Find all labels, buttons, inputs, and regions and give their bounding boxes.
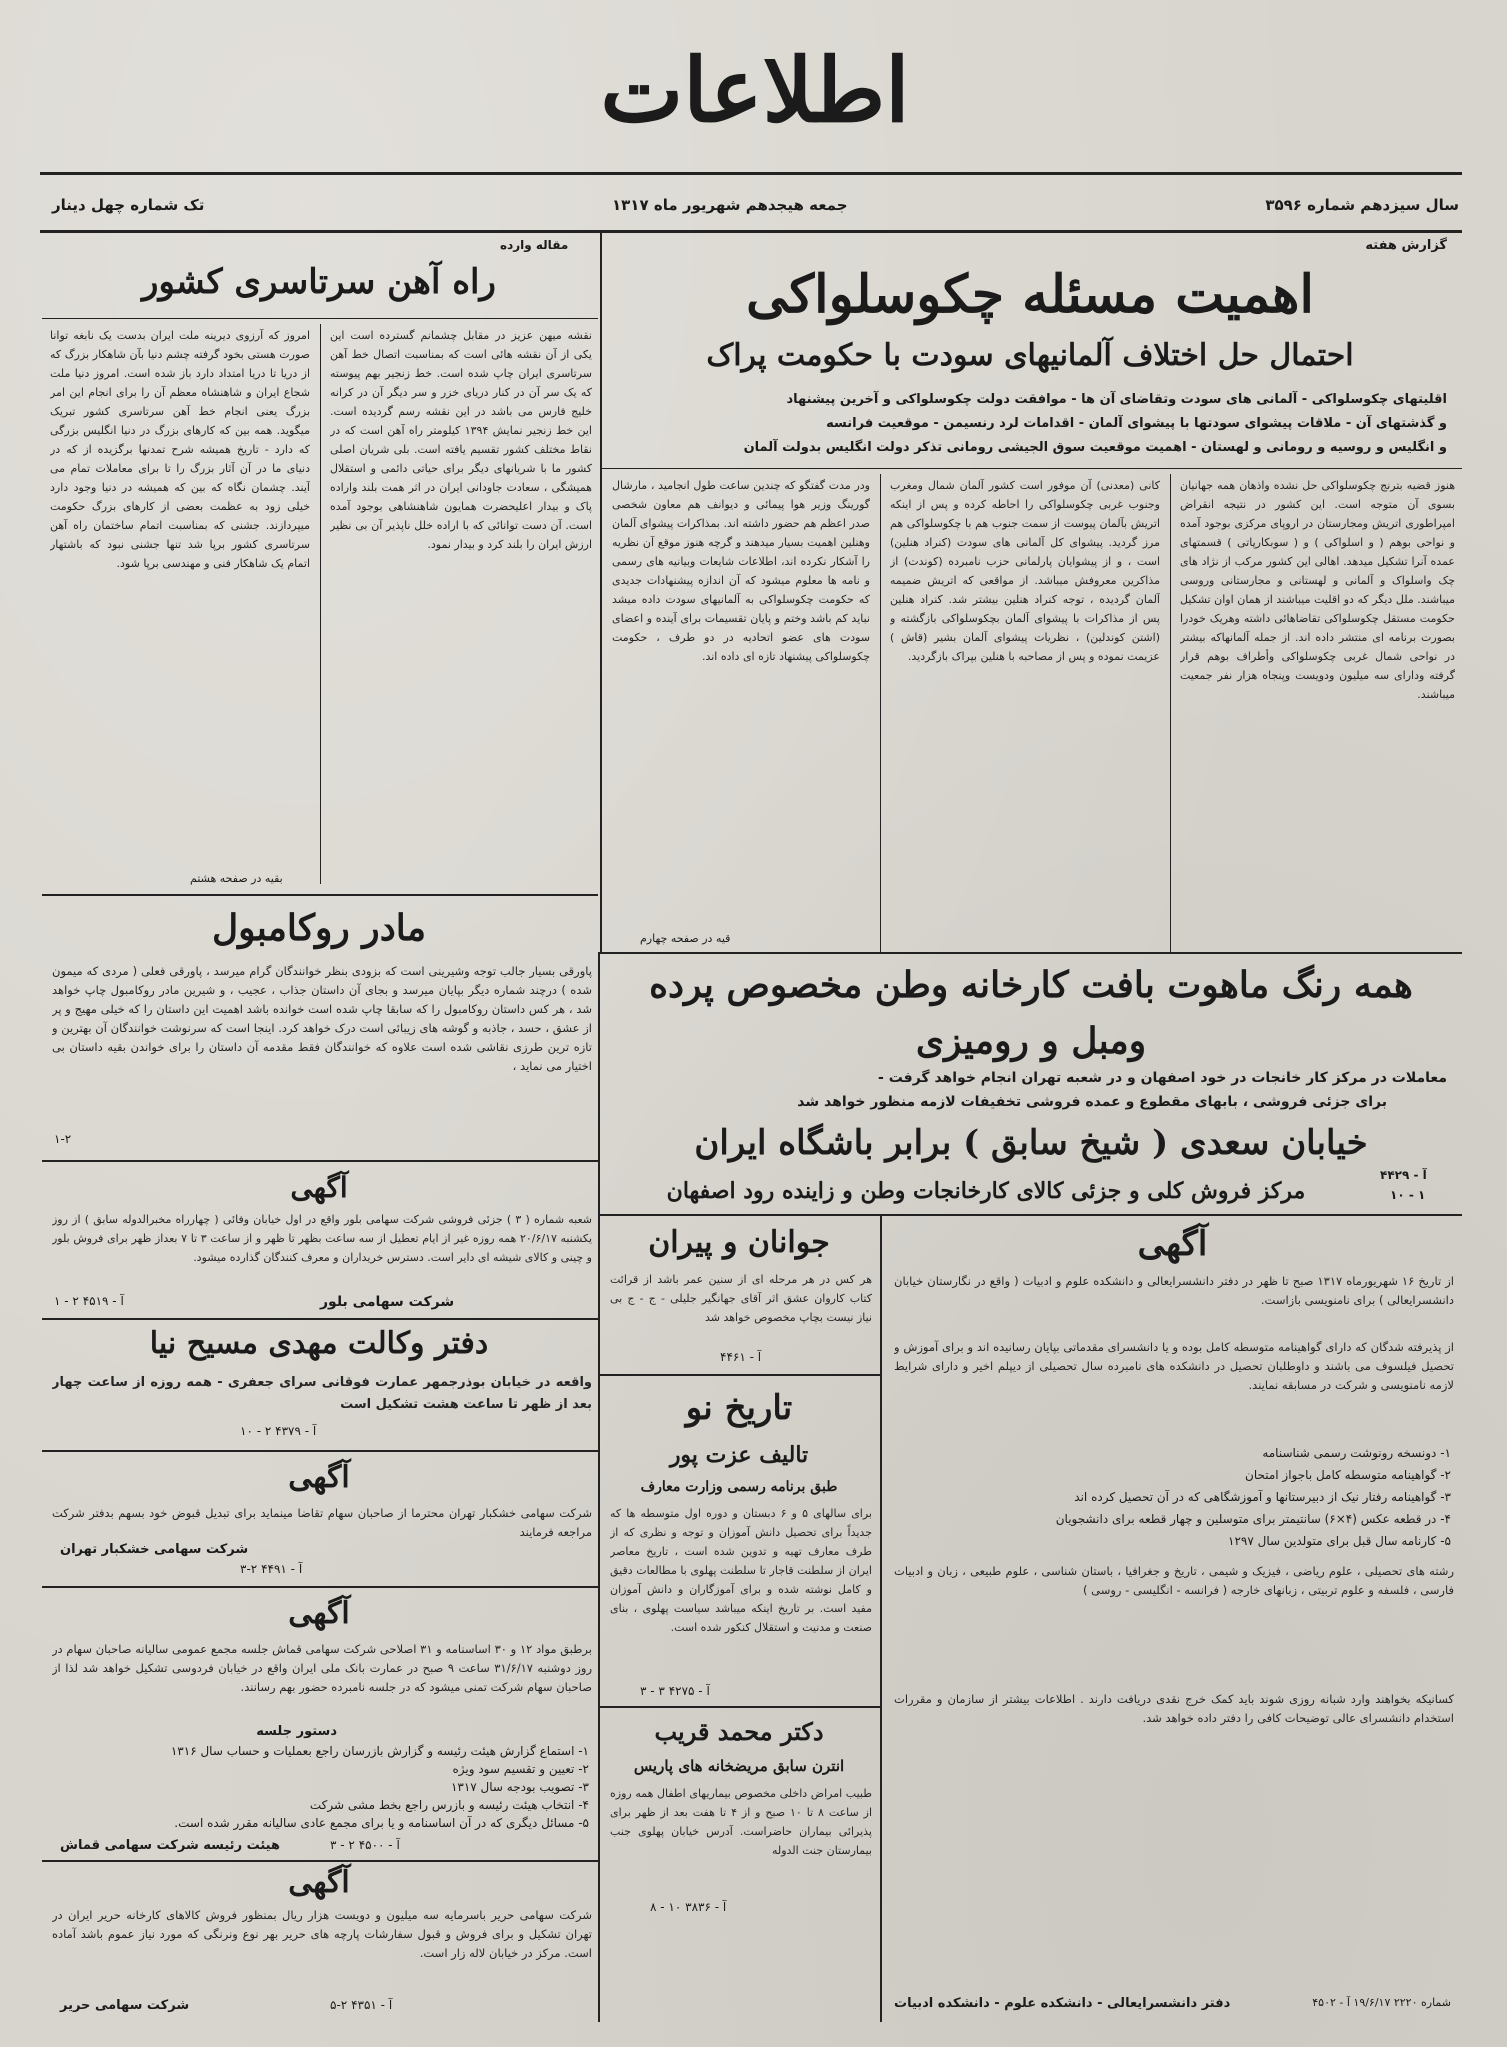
- ad-khoshkbar-signature: شرکت سهامی خشکبار تهران: [60, 1542, 249, 1557]
- main-story-kicker: گزارش هفته: [1365, 238, 1447, 253]
- ad-harir-ref: آ - ۴۳۵۱ ۲-۵: [330, 1998, 393, 2012]
- issue-price: تک شماره چهل دینار: [52, 196, 205, 214]
- ad-qomash-agenda-item: ۳- تصویب بودجه سال ۱۳۱۷: [450, 1780, 589, 1794]
- university-ad-item: ۴- در قطعه عکس (۴×۶) سانتیمتر برای متوسلین و چهار قطعه برای دانشجویان: [1055, 1512, 1451, 1526]
- fabric-ad-ref-a: آ - ۴۴۲۹: [1380, 1168, 1427, 1182]
- fabric-ad-top-rule: [600, 952, 1462, 954]
- main-story-continuation: قیه در صفحه چهارم: [640, 932, 731, 945]
- history-rule: [600, 1706, 880, 1708]
- fabric-ad-bottom-rule: [600, 1214, 1462, 1216]
- university-ad-ref: شماره ۲۲۲۰ ۱۹/۶/۱۷ آ - ۴۵۰۲: [1312, 1996, 1451, 2009]
- ad-bolour-ref: آ - ۴۵۱۹ ۲ - ۱: [54, 1294, 124, 1308]
- university-ad-body: از پذیرفته شدگان که دارای گواهینامه متوسطه کامل بوده و یا دانشسرای مقدماتی بپایان رسانیده اند و برای آموزش و تحصیل فیلسوف می باشند و داوطلبان تحصیل در دانشکده های نامبرده سال تحصیلی از دیپلم اخیر و دارای شرایط لازمه نامنویسی و شرکت در مسابقه نمایند.: [894, 1340, 1454, 1392]
- fabric-ad-headline-2: ومبل و رومیزی: [915, 1020, 1147, 1062]
- ad-lawyer-ref: آ - ۴۳۷۹ ۲ - ۱۰: [240, 1424, 317, 1438]
- fabric-ad-headline: همه رنگ ماهوت بافت کارخانه وطن مخصوص پرده: [649, 964, 1413, 1006]
- ad-rule: [42, 1318, 598, 1320]
- essay-rule: [42, 318, 598, 319]
- doctor-ref: آ - ۳۸۳۶ ۱۰ - ۸: [650, 1900, 727, 1914]
- university-ad-item: ۲- گواهینامه متوسطه کامل باجواز امتحان: [1245, 1468, 1451, 1482]
- ad-qomash-body: برطبق مواد ۱۲ و ۳۰ اساسنامه و ۳۱ اصلاحی شرکت سهامی قماش جلسه مجمع عمومی سالیانه صاحبان سهام در روز دوشنبه ۳۱/۶/۱۷ ساعت ۹ صبح در عمارت بانک ملی ایران واقع در خیابان فردوسی تشکیل خواهد شد لذا از صاحبان سهام شرکت تمنی میشود که در جلسه نامبرده حضور بهم رسانند.: [52, 1642, 592, 1694]
- university-ad-closing: کسانیکه بخواهند وارد شبانه روزی شوند باید کمک خرج نقدی دریافت دارند . اطلاعات بیشتر از سازمان و مقررات استخدام دانشسرای عالی توضیحات کافی را دفتر داده خواهد شد.: [894, 1692, 1454, 1725]
- ad-qomash-agenda-item: ۵- مسائل دیگری که در آن اساسنامه و یا برای مجمع عادی سالیانه مقرر شده است.: [174, 1816, 589, 1830]
- ad-rule: [42, 1450, 598, 1452]
- main-story-subheadline: احتمال حل اختلاف آلمانیهای سودت با حکومت پراک: [706, 338, 1354, 373]
- ad-harir-title: آگهی: [288, 1865, 350, 1900]
- main-story-summary-line: و گذشتهای آن - ملاقات پیشوای سودتها با پیشوای آلمان - اقدامات لرد رنسیمن - موقعیت فرانسه: [826, 416, 1447, 431]
- javanan-rule: [600, 1374, 880, 1376]
- javanan-ref: آ - ۴۴۶۱: [720, 1350, 762, 1364]
- ad-khoshkbar-title: آگهی: [288, 1460, 350, 1495]
- essay-label: مقاله وارده: [500, 238, 569, 252]
- column-rule: [1170, 474, 1171, 952]
- ad-qomash-agenda-title: دستور جلسه: [256, 1724, 337, 1739]
- main-vertical-rule: [600, 232, 602, 952]
- middle-column-rule: [880, 1214, 882, 2022]
- essay-column: امروز که آرزوی دیرینه ملت ایران بدست یک نابغه توانا صورت هستی بخود گرفته چشم دنیا بآن شاهکار بزرگ که از دریا تا دریا امتداد دارد باز شده است. امروز دنیا ملت شجاع ایران و شاهنشاه معظم آن را برای انجام این امر بزرگ یعنی انجام خط آهن سرتاسری کشور تبریک میگوید. همه بین که کارهای بزرگ در دنیا انگلیس بزرگی که دارد - تاریخ همیشه شرح تمدنها برگزیده از که در دنیای ما در آن آثار بزرگ را تا برای معاملات تمام می آیند. چشمان نگاه که بین که همیشه در دنیا وجود دارد خیلی زود به عظمت بعضی از کارهای بزرگ حکومت میپردازند. جشنی که بمناسبت اتمام ساختمان راه آهن سرتاسری کشور برپا شد تنها جشنی نبود که باشتهار اتمام یک شاهکار فنی و مهندسی برپا شود.: [50, 329, 310, 570]
- fabric-ad-address: خیابان سعدی ( شیخ سابق ) برابر باشگاه ایران: [694, 1123, 1368, 1163]
- history-author: تالیف عزت پور: [669, 1442, 809, 1468]
- novel-headline: مادر روکامبول: [212, 907, 426, 949]
- essay-continuation: بقیه در صفحه هشتم: [190, 872, 283, 885]
- university-ad-item: ۱- دونسخه رونوشت رسمی شناسنامه: [1262, 1446, 1451, 1460]
- university-ad-fields: رشته های تحصیلی ، علوم ریاضی ، فیزیک و شیمی ، تاریخ و جغرافیا ، باستان شناسی ، علوم طبیعی ، زبان و ادبیات فارسی ، فلسفه و علوم تربیتی ، زبانهای خارجه ( فرانسه - انگلیسی - روسی ): [894, 1564, 1454, 1597]
- ad-qomash-agenda-item: ۱- استماع گزارش هیئت رئیسه و گزارش بازرسان راجع بعملیات و حساب سال ۱۳۱۶: [170, 1744, 589, 1758]
- main-story-headline: اهمیت مسئله چکوسلواکی: [746, 264, 1314, 325]
- history-body: برای سالهای ۵ و ۶ دبستان و دوره اول متوسطه ها که جدیداً برای تحصیل دانش آموزان و توجه و نظری که از طرف معارف تهیه و تدوین شده است ، تاریخ معاصر ایران از سلطنت قاجار تا سلطنت پهلوی با مطالعات دقیق و کامل نوشته شده و برای آموزگاران و دانش آموزان مفید است. بر تاریخ اینکه میباشد سیاست پهلوی ، بنای صنعت و مدنیت و استقلال کنکور شده است.: [610, 1507, 872, 1634]
- main-story-summary-line: اقلیتهای چکوسلواکی - آلمانی های سودت وتقاضای آن ها - موافقت دولت چکوسلواکی و آخرین پیشنهاد: [786, 392, 1447, 407]
- column-rule: [320, 324, 321, 884]
- ad-harir-body: شرکت سهامی حریر باسرمایه سه میلیون و دویست هزار ریال بمنظور فروش کالاهای کارخانه حریر ایران در تهران تشکیل و برای فروش و قبول سفارشات پارچه های حریر بهر نوع ونرنگی که مورد نیاز عموم باشد آماده است. مرکز در خیابان لاله زار است.: [52, 1908, 592, 1960]
- ad-lawyer-title: دفتر وکالت مهدی مسیح نیا: [149, 1326, 489, 1361]
- main-story-column: ودر مدت گفتگو که چندین ساعت طول انجامید ، مارشال گورینگ وزیر هوا پیمائی و دیوانف هم معاون شخصی صدر اعظم هم حضور داشته اند. بمذاکرات پیشوای آلمان وهنلین اهمیت بسیار میدهند و گرچه هنوز موقع آن نظریه را آشکار نکرده اند، اطلاعات شایعات وبیانیه های رسمی و نامه ها معلوم میشود که آن اندازه پیشنهادات جدیدی که حکومت چکوسلواکی به آلمانیهای سودت داده میشد نباید کم باشد وختم و پایان تقسیمات برای آینده و اعضای سودت های عضو اتحادیه در دو طرف ، حکومت چکوسلواکی پیشنهاد تازه ای داده اند.: [612, 479, 870, 663]
- novel-body: پاورقی بسیار جالب توجه وشیرینی است که بزودی بنظر خوانندگان گرام میرسد ، پاورقی فعلی ( مردی که میمون شده ) درچند شماره دیگر بپایان میرسد و بجای آن داستان جذاب ، عجیب ، و شیرین مادر روکامبول چاپ خواهد شد ، هر کس داستان روکامبول را که سابقا چاپ شده است خوانده باشد اهمیت این داستان را که خیلی مهیج و پر از عشق ، حسد ، جاذبه و گوشه های زیبائی است درک خواهد کرد. اینجا است که سرنوشت خوانندگان آن بهترین و تازه ترین طرزی نقاشی شده است علاوه که خوانندگان فقط مقدمه آن داستان را برای خواندن بقیه داستان بی اختیار می نماید ،: [52, 964, 592, 1073]
- doctor-subtitle: انترن سابق مریضخانه های پاریس: [633, 1757, 845, 1775]
- top-rule: [40, 172, 1462, 175]
- fabric-ad-line: برای جزئی فروشی ، بابهای مقطوع و عمده فروشی تخفیفات لازمه منظور خواهد شد: [797, 1094, 1387, 1110]
- ad-qomash-signature: هیئت رئیسه شرکت سهامی قماش: [60, 1838, 280, 1853]
- issue-date: جمعه هیجدهم شهریور ماه ۱۳۱۷: [612, 196, 848, 214]
- main-story-column: هنوز قضیه بترنج چکوسلواکی حل نشده واذهان همه جهانیان بسوی آن متوجه است. این کشور در نتیجه انقراض امپراطوری اتریش ومجارستان در اروپای مرکزی بوجود آمده و نواحی بوهم ( و اسلواکی ) و ( سوبکارپاتی ) قسمتهای عمده آنرا تشکیل میدهد. اهالی این کشور مرکب از نژاد های چک واسلواک و آلمانی و لهستانی و مجارستانی وروسی میباشند. ملل دیگر که دو اقلیت میباشند از همان اوان تشکیل حکومت مستقل چکوسلواکی تقاضاهائی داشته وهریک خودرا بصورت برنامه ای منتشر داده اند. از جمله آلمانهاکه بیشتر در نواحی شمال غربی چکوسلواکی وأطراف بوهم قرار گرفته ودارای سه میلیون ودویست وپنجاه هزار نفر جمعیت میباشند.: [1180, 479, 1455, 701]
- essay-headline: راه آهن سرتاسری کشور: [142, 262, 496, 302]
- ad-qomash-ref: آ - ۴۵۰۰ ۲ - ۳: [330, 1838, 400, 1852]
- essay-column: نقشه میهن عزیز در مقابل چشمانم گسترده است این یکی از آن نقشه هائی است که بمناسبت اتصال خط آهن سرتاسری ایران چاپ شده است. خط زنجیر بهم پیوسته که یک سر آن در کنار دریای خزر و سر دیگر آن در کرانه خلیج فارس می باشد در این نقشه رسم گردیده است. این خط زنجیر نمایش ۱۳۹۴ کیلومتر راه آهن است که در نقاط مختلف کشور تقسیم یافته است. بلی شریان اصلی کشور ما با شریانهای دیگر برای حیاتی دائمی و استقلال همیشگی ، سعادت جاودانی ایران در اثر همت بلند واراده پاک و بیدار اعلیحضرت همایون شاهنشاهی بوجود آمده است. آن دست توانائی که با اراده خلل ناپذیر آن بی نظیر ارزش ایران را بلند کرد و بیدار نمود.: [330, 329, 592, 551]
- left-column-rule: [598, 952, 600, 2022]
- fabric-ad-line: معاملات در مرکز کار خانجات در خود اصفهان و در شعبه تهران انجام خواهد گرفت -: [878, 1070, 1447, 1086]
- ad-bolour-body: شعبه شماره ( ۳ ) جزئی فروشی شرکت سهامی بلور واقع در اول خیابان وفائی ( چهارراه مخبرالدوله سابق ) از روز یکشنبه ۲۰/۶/۱۷ همه روزه غیر از ایام تعطیل از سه ساعت بظهر تا ظهر و از ساعت ۳ تا ۷ بعداز ظهر برای فروش بلور و چینی و کالای شیشه ای دایر است. دسترس خریداران و معرف کنندگان گذارده میشود.: [52, 1213, 592, 1264]
- summary-rule: [602, 468, 1462, 469]
- javanan-body: هر کس در هر مرحله ای از سنین عمر باشد از قرائت کتاب کاروان عشق اثر آقای جهانگیر جلیلی - ج - ج بی نیاز نیست بچاپ مخصوص خواهد شد: [610, 1273, 872, 1324]
- main-story-column: کانی (معدنی) آن موفور است کشور آلمان شمال ومغرب وجنوب غربی چکوسلواکی را احاطه کرده و پس از اینکه اتریش بآلمان پیوست از سمت جنوب هم با چکوسلواکی هم مرز گردید. پیشوای کل آلمانی های سودت (کنراد هنلین) است ، و از پیشوایان پارلمانی حزب نامبرده (کوندت) از مذاکرین معروفش میباشد. از مواقعی که اتریش ضمیمه آلمان گردیده ، توجه کنراد هنلین بیشتر شد. کنراد هنلین پس از مذاکرات با پیشوای آلمان بچکوسلواکی بازگشته و (اشتن کوندلین) ، نظریات پیشوای آلمان بشیر (قاش ) عزیمت نموده و پس از مصاحبه با هنلین بپراک بازگردید.: [890, 479, 1160, 663]
- novel-bottom-rule: [42, 1160, 598, 1162]
- ad-lawyer-body: واقعه در خیابان بوذرجمهر عمارت فوقانی سرای جعفری - همه روزه از ساعت چهار بعد از ظهر تا ساعت هشت تشکیل است: [52, 1375, 592, 1412]
- ad-bolour-signature: شرکت سهامی بلور: [320, 1294, 455, 1310]
- column-rule: [880, 474, 881, 952]
- issue-number: سال سیزدهم شماره ۳۵۹۶: [1265, 196, 1459, 214]
- history-ref: آ - ۴۲۷۵ ۳ - ۳: [640, 1684, 710, 1698]
- university-ad-item: ۵- کارنامه سال قبل برای متولدین سال ۱۲۹۷: [1228, 1534, 1451, 1548]
- doctor-body: طبیب امراض داخلی مخصوص بیماریهای اطفال همه روزه از ساعت ۸ تا ۱۰ صبح و از ۴ تا هفت بعد از ظهر برای پذیرائی بیماران حاضراست. آدرس خیابان پهلوی جنب بیمارستان جنت الدوله: [610, 1787, 872, 1857]
- main-story-summary-line: و انگلیس و روسیه و رومانی و لهستان - اهمیت موقعیت سوق الجیشی رومانی تذکر دولت انگلیس بدولت آلمان: [743, 440, 1447, 455]
- ad-qomash-title: آگهی: [288, 1596, 350, 1631]
- ad-qomash-agenda-item: ۴- انتخاب هیئت رئیسه و بازرس راجع بخط مشی شرکت: [309, 1798, 589, 1812]
- university-ad-item: ۳- گواهینامه رفتار نیک از دبیرستانها و آموزشگاهی که در آن تحصیل کرده اند: [1074, 1490, 1451, 1504]
- novel-ref: ۱-۲: [54, 1132, 72, 1146]
- ad-bolour-title: آگهی: [290, 1171, 348, 1204]
- university-ad-signature: دفتر دانشسرایعالی - دانشکده علوم - دانشکده ادبیات: [894, 1996, 1231, 2011]
- dateline-rule: [40, 230, 1462, 233]
- doctor-title: دکتر محمد قریب: [654, 1717, 824, 1746]
- ad-khoshkbar-body: شرکت سهامی خشکبار تهران محترما از صاحبان سهام تقاضا مینماید برای تبدیل قبوض خود بسهم بدفتر شرکت مراجعه فرمایند: [52, 1506, 592, 1539]
- ad-rule: [42, 1586, 598, 1588]
- ad-harir-signature: شرکت سهامی حریر: [60, 1998, 190, 2013]
- javanan-title: جوانان و پیران: [648, 1225, 830, 1260]
- ad-khoshkbar-ref: آ - ۴۴۹۱ ۲-۳: [240, 1562, 303, 1576]
- fabric-ad-footer: مرکز فروش کلی و جزئی کالای کارخانجات وطن و زاینده رود اصفهان: [666, 1178, 1306, 1204]
- masthead-title: اطلاعات: [600, 38, 910, 142]
- history-title: تاریخ نو: [685, 1388, 793, 1428]
- fabric-ad-ref-b: ۱ - ۱۰: [1390, 1188, 1426, 1202]
- ad-qomash-agenda-item: ۲- تعیین و تقسیم سود ویژه: [452, 1762, 589, 1776]
- history-subtitle: طبق برنامه رسمی وزارت معارف: [640, 1479, 838, 1495]
- essay-bottom-rule: [42, 894, 598, 896]
- university-ad-title: آگهی: [1137, 1224, 1208, 1264]
- university-ad-intro: از تاریخ ۱۶ شهریورماه ۱۳۱۷ صبح تا ظهر در دفتر دانشسرایعالی و دانشکده علوم و ادبیات ( واقع در نگارستان خیابان دانشسرایعالی ) برای نامنویسی بازاست.: [894, 1274, 1454, 1307]
